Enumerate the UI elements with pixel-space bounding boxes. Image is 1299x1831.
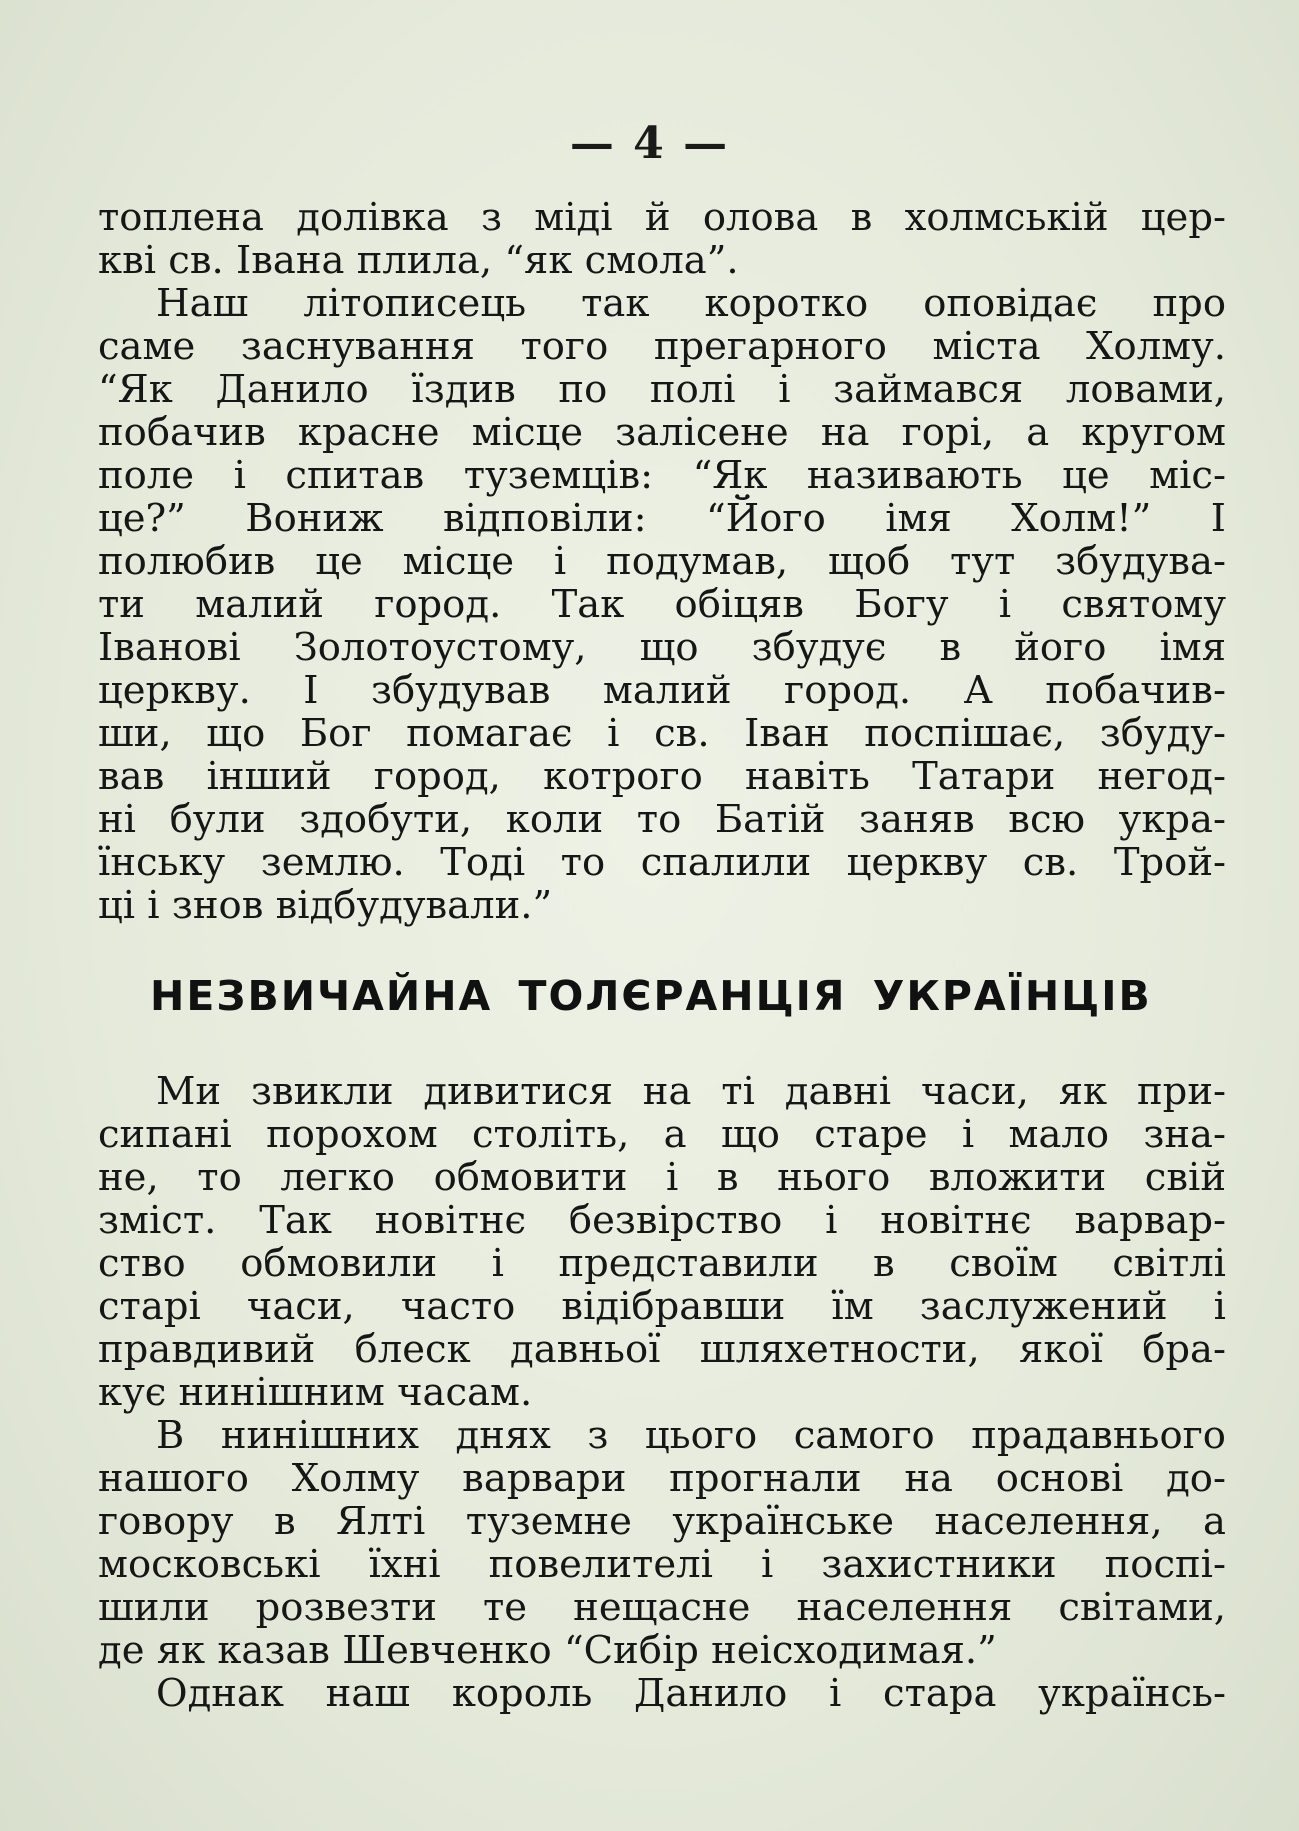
text-line: полюбив це місце і подумав, щоб тут збудува-	[98, 539, 1226, 584]
text-line: не, то легко обмовити і в нього вложити свій	[98, 1155, 1226, 1200]
page-number: — 4 —	[569, 118, 730, 169]
section-heading: НЕЗВИЧАЙНА ТОЛЄРАНЦІЯ УКРАЇНЦІВ	[150, 972, 1152, 1020]
text-line: кує нинішним часам.	[98, 1370, 533, 1415]
text-line: нашого Холму варвари прогнали на основі до-	[98, 1456, 1226, 1501]
text-line: Іванові Золотоустому, що збудує в його імя	[98, 625, 1226, 670]
text-line: Ми звикли дивитися на ті давні часи, як при-	[156, 1069, 1226, 1114]
text-line: московські їхні повелителі і захистники поспі-	[98, 1542, 1226, 1587]
text-line: саме заснування того прегарного міста Холму.	[98, 324, 1226, 369]
text-line: ши, що Бог помагає і св. Іван поспішає, збуду-	[98, 711, 1226, 756]
text-line: правдивий блеск давньої шляхетности, якої бра-	[98, 1327, 1226, 1372]
text-line: Наш літописець так коротко оповідає про	[156, 281, 1226, 326]
text-line: кві св. Івана плила, “як смола”.	[98, 238, 739, 283]
text-line: вав інший город, котрого навіть Татари негод-	[98, 754, 1226, 799]
text-block-bottom	[98, 1070, 1226, 1715]
text-line: шили розвезти те нещасне населення світами,	[98, 1585, 1226, 1630]
text-line: їнську землю. Тоді то спалили церкву св. Трой-	[98, 840, 1226, 885]
text-line: сипані порохом століть, а що старе і мало зна-	[98, 1112, 1226, 1157]
text-line: ці і знов відбудували.”	[98, 883, 553, 928]
text-line: церкву. І збудував малий город. А побачив-	[98, 668, 1226, 713]
text-line: побачив красне місце залісене на горі, а кругом	[98, 410, 1226, 455]
text-line: говору в Ялті туземне українське населення, а	[98, 1499, 1226, 1544]
text-line: це?” Вониж відповіли: “Його імя Холм!” І	[98, 496, 1226, 541]
text-line: “Як Данило їздив по полі і займався ловами,	[98, 367, 1226, 412]
text-line: поле і спитав туземців: “Як називають це міс-	[98, 453, 1226, 498]
text-line: де як казав Шевченко “Сибір неісходимая.”	[98, 1628, 997, 1673]
text-line: топлена долівка з міді й олова в холмській цер-	[98, 195, 1226, 240]
text-line: ство обмовили і представили в своїм світлі	[98, 1241, 1226, 1286]
text-line: В нинішних днях з цього самого прадавнього	[156, 1413, 1226, 1458]
text-line: ти малий город. Так обіцяв Богу і святому	[98, 582, 1226, 627]
text-line: Однак наш король Данило і стара українсь-	[156, 1671, 1226, 1716]
text-line: зміст. Так новітнє безвірство і новітнє варвар-	[98, 1198, 1226, 1243]
text-block-top	[98, 196, 1226, 927]
text-line: ні були здобути, коли то Батій заняв всю укра-	[98, 797, 1226, 842]
text-line: старі часи, часто відібравши їм заслужений і	[98, 1284, 1226, 1329]
